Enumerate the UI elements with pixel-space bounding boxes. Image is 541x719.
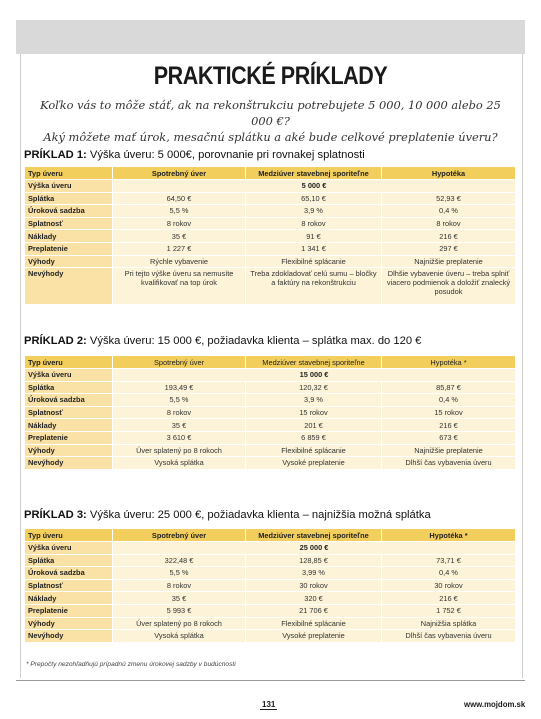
- table-cell: 0,4 %: [382, 394, 516, 407]
- intro-line-2: Aký môžete mať úrok, mesačnú splátku a aké bude celkové preplatenie úveru?: [43, 130, 498, 144]
- table-row: [25, 431, 516, 444]
- table-row: [25, 406, 516, 419]
- column-header: Medziúver stavebnej sporiteľne: [246, 167, 382, 180]
- table-cell: 30 rokov: [246, 579, 382, 592]
- table-cell: 52,93 €: [382, 192, 516, 205]
- table-cell: Úver splatený po 8 rokoch: [113, 617, 246, 630]
- table-row: [25, 604, 516, 617]
- row-label: Nevýhody: [25, 630, 113, 643]
- table-row: [25, 381, 516, 394]
- row-label: Náklady: [25, 230, 113, 243]
- table-cell: 3,9 %: [246, 394, 382, 407]
- loan-amount: 25 000 €: [113, 542, 516, 555]
- table-row: [25, 205, 516, 218]
- table-row: [25, 242, 516, 255]
- row-label: Úroková sadzba: [25, 567, 113, 580]
- table-row: [25, 268, 516, 305]
- table-cell: 193,49 €: [113, 381, 246, 394]
- column-header: Spotrebný úver: [113, 356, 246, 369]
- loan-amount: 5 000 €: [113, 180, 516, 193]
- table-cell: 216 €: [382, 592, 516, 605]
- table-cell: Vysoké preplatenie: [246, 630, 382, 643]
- table-cell: Dlhší čas vybavenia úveru: [382, 630, 516, 643]
- example-2-heading: [24, 335, 524, 347]
- table-cell: 21 706 €: [246, 604, 382, 617]
- column-header: Typ úveru: [25, 167, 113, 180]
- table-cell: Rýchle vybavenie: [113, 255, 246, 268]
- example-2-heading-text: Výška úveru: 15 000 €, požiadavka klienta – splátka max. do 120 €: [86, 335, 422, 347]
- footnote: * Prepočty nezohľadňujú prípadnú zmenu úrokovej sadzby v budúcnosti: [26, 661, 236, 668]
- example-3-heading-text: Výška úveru: 25 000 €, požiadavka klienta – najnižšia možná splátka: [86, 509, 431, 521]
- table-cell: Dlhší čas vybavenia úveru: [382, 457, 516, 470]
- table-cell: 120,32 €: [246, 381, 382, 394]
- table-cell: 673 €: [382, 431, 516, 444]
- column-header: Hypotéka *: [382, 356, 516, 369]
- table-cell: 322,48 €: [113, 554, 246, 567]
- table-cell: 1 341 €: [246, 242, 382, 255]
- table-header-row: [25, 529, 516, 542]
- table-row: [25, 217, 516, 230]
- table-cell: Najnižšie preplatenie: [382, 255, 516, 268]
- intro-line-1: Koľko vás to môže stáť, ak na rekonštrukciu potrebujete 5 000, 10 000 alebo 25 000 €?: [40, 98, 501, 128]
- column-header: Typ úveru: [25, 529, 113, 542]
- table-cell: 30 rokov: [382, 579, 516, 592]
- row-label: Úroková sadzba: [25, 205, 113, 218]
- column-header: Medziúver stavebnej sporiteľne: [246, 356, 382, 369]
- table-row: [25, 630, 516, 643]
- table-cell: Treba zdokladovať celú sumu – bločky a faktúry na rekonštrukciu: [246, 268, 382, 305]
- table-cell: 216 €: [382, 419, 516, 432]
- table-header-row: [25, 167, 516, 180]
- table-cell: Dlhšie vybavenie úveru – treba splniť viacero podmienok a doložiť znalecký posudok: [382, 268, 516, 305]
- table-cell: 201 €: [246, 419, 382, 432]
- table-row: [25, 444, 516, 457]
- table-cell: Vysoká splátka: [113, 630, 246, 643]
- table-cell: 8 rokov: [382, 217, 516, 230]
- table-cell: 35 €: [113, 230, 246, 243]
- table-cell: Pri tejto výške úveru sa nemusíte kvalifikovať na top úrok: [113, 268, 246, 305]
- row-label: Splátka: [25, 554, 113, 567]
- table-cell: 3,99 %: [246, 567, 382, 580]
- table-cell: 3,9 %: [246, 205, 382, 218]
- example-1-heading-text: Výška úveru: 5 000€, porovnanie pri rovnakej splatnosti: [86, 149, 365, 161]
- example-3-heading: [24, 509, 524, 521]
- column-header: Medziúver stavebnej sporiteľne: [246, 529, 382, 542]
- table-cell: Vysoké preplatenie: [246, 457, 382, 470]
- row-label: Nevýhody: [25, 268, 113, 305]
- table-cell: 8 rokov: [246, 217, 382, 230]
- table-cell: Flexibilné splácanie: [246, 444, 382, 457]
- table-cell: 64,50 €: [113, 192, 246, 205]
- table-cell: Vysoká splátka: [113, 457, 246, 470]
- table-cell: Úver splatený po 8 rokoch: [113, 444, 246, 457]
- row-label: Výška úveru: [25, 369, 113, 382]
- row-label: Preplatenie: [25, 431, 113, 444]
- row-label: Náklady: [25, 419, 113, 432]
- row-label: Nevýhody: [25, 457, 113, 470]
- table-row: [25, 180, 516, 193]
- row-label: Splatnosť: [25, 406, 113, 419]
- example-1-heading-label: PRÍKLAD 1:: [24, 149, 87, 161]
- column-header: Spotrebný úver: [113, 167, 246, 180]
- table-row: [25, 567, 516, 580]
- table-cell: 1 752 €: [382, 604, 516, 617]
- example-2-heading-label: PRÍKLAD 2:: [24, 335, 87, 347]
- example-3-table: [24, 528, 516, 643]
- row-label: Výška úveru: [25, 180, 113, 193]
- loan-amount: 15 000 €: [113, 369, 516, 382]
- table-row: [25, 255, 516, 268]
- page-title: PRAKTICKÉ PRÍKLADY: [153, 62, 388, 90]
- example-2-table: [24, 355, 516, 470]
- table-cell: 15 rokov: [382, 406, 516, 419]
- table-row: [25, 419, 516, 432]
- table-row: [25, 192, 516, 205]
- row-label: Výhody: [25, 255, 113, 268]
- table-cell: 8 rokov: [113, 579, 246, 592]
- table-cell: Flexibilné splácanie: [246, 617, 382, 630]
- table-cell: 5,5 %: [113, 567, 246, 580]
- table-row: [25, 542, 516, 555]
- table-cell: 320 €: [246, 592, 382, 605]
- table-cell: Najnižšie preplatenie: [382, 444, 516, 457]
- row-label: Splátka: [25, 381, 113, 394]
- table-row: [25, 617, 516, 630]
- row-label: Preplatenie: [25, 242, 113, 255]
- intro-text: [30, 97, 511, 145]
- table-cell: 73,71 €: [382, 554, 516, 567]
- table-row: [25, 230, 516, 243]
- table-row: [25, 579, 516, 592]
- website-link[interactable]: www.mojdom.sk: [464, 700, 526, 709]
- column-header: Spotrebný úver: [113, 529, 246, 542]
- footer-divider: [16, 680, 525, 681]
- table-cell: 35 €: [113, 592, 246, 605]
- row-label: Výhody: [25, 444, 113, 457]
- table-cell: 5,5 %: [113, 205, 246, 218]
- row-label: Splatnosť: [25, 217, 113, 230]
- table-cell: Najnižšia splátka: [382, 617, 516, 630]
- table-cell: 5,5 %: [113, 394, 246, 407]
- table-cell: 0,4 %: [382, 567, 516, 580]
- table-row: [25, 592, 516, 605]
- example-1-table: [24, 166, 516, 305]
- table-row: [25, 394, 516, 407]
- table-cell: 128,85 €: [246, 554, 382, 567]
- table-cell: 0,4 %: [382, 205, 516, 218]
- table-cell: 15 rokov: [246, 406, 382, 419]
- row-label: Výhody: [25, 617, 113, 630]
- page-number: 131: [262, 700, 276, 709]
- table-cell: 216 €: [382, 230, 516, 243]
- column-header: Hypotéka *: [382, 529, 516, 542]
- table-row: [25, 554, 516, 567]
- example-1-heading: [24, 149, 524, 161]
- table-cell: Flexibilné splácanie: [246, 255, 382, 268]
- example-3-heading-label: PRÍKLAD 3:: [24, 509, 87, 521]
- table-row: [25, 369, 516, 382]
- table-cell: 5 993 €: [113, 604, 246, 617]
- row-label: Úroková sadzba: [25, 394, 113, 407]
- top-gray-bar: [16, 20, 525, 54]
- table-cell: 3 610 €: [113, 431, 246, 444]
- table-cell: 1 227 €: [113, 242, 246, 255]
- table-cell: 65,10 €: [246, 192, 382, 205]
- table-row: [25, 457, 516, 470]
- row-label: Splatnosť: [25, 579, 113, 592]
- table-cell: 297 €: [382, 242, 516, 255]
- table-cell: 35 €: [113, 419, 246, 432]
- table-cell: 6 859 €: [246, 431, 382, 444]
- table-cell: 8 rokov: [113, 406, 246, 419]
- row-label: Splátka: [25, 192, 113, 205]
- row-label: Preplatenie: [25, 604, 113, 617]
- column-header: Hypotéka: [382, 167, 516, 180]
- column-header: Typ úveru: [25, 356, 113, 369]
- table-header-row: [25, 356, 516, 369]
- table-cell: 91 €: [246, 230, 382, 243]
- row-label: Výška úveru: [25, 542, 113, 555]
- row-label: Náklady: [25, 592, 113, 605]
- table-cell: 8 rokov: [113, 217, 246, 230]
- table-cell: 85,87 €: [382, 381, 516, 394]
